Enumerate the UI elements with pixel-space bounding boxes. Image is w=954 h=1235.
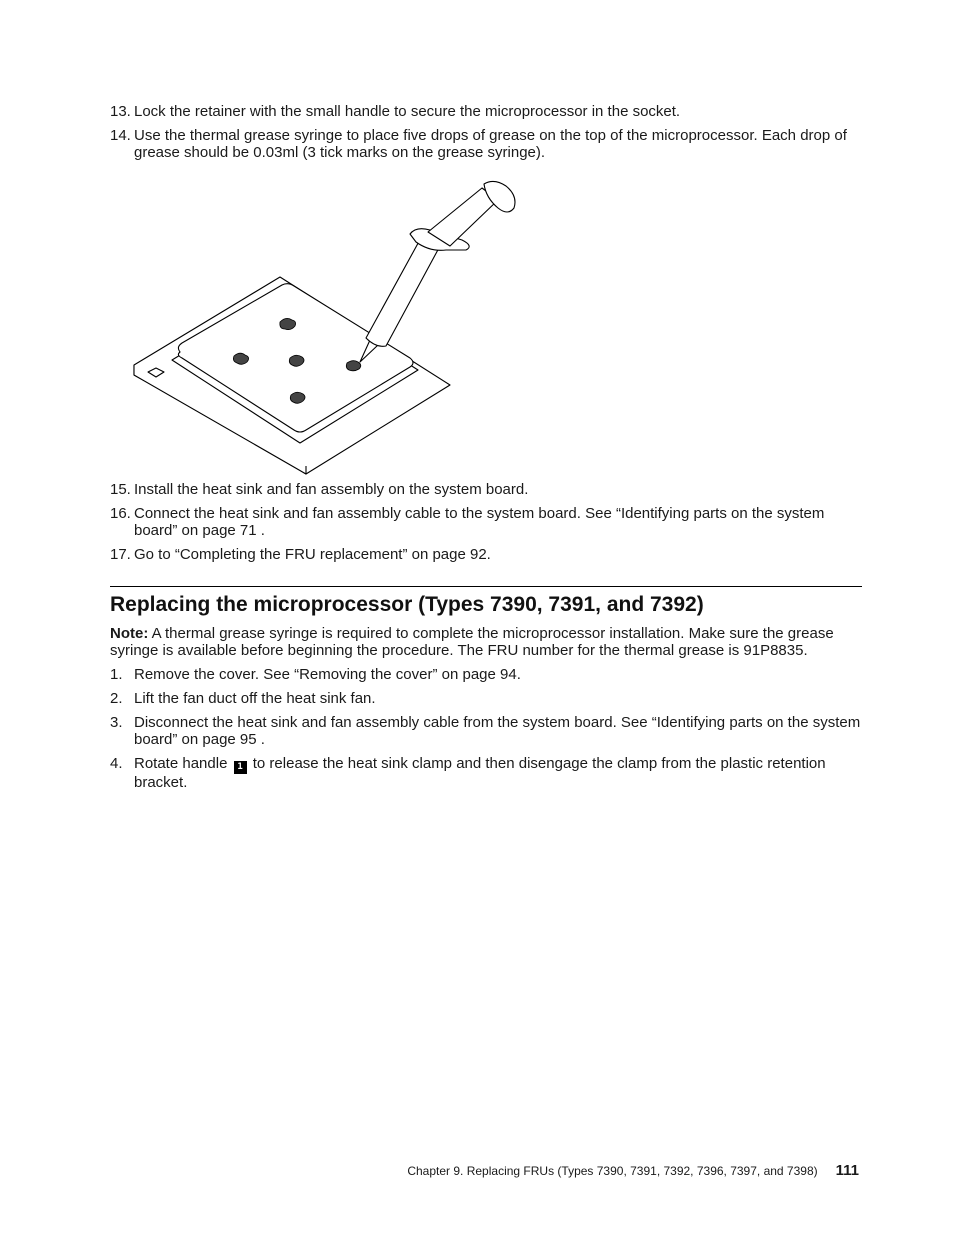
step-4 — [110, 755, 865, 791]
grease-drop — [280, 318, 296, 329]
steps-list-a — [110, 103, 865, 168]
step-15 — [110, 481, 865, 498]
step-number: 15. — [110, 481, 131, 498]
step-text: Go to “Completing the FRU replacement” on page 92. — [134, 546, 491, 563]
step-14 — [110, 127, 865, 161]
step-text: Lift the fan duct off the heat sink fan. — [134, 690, 376, 707]
step-text-after: to release the heat sink clamp and then disengage the clamp from the plastic retention bracket. — [134, 755, 826, 791]
note-label: Note: — [110, 625, 149, 642]
steps-list-b — [110, 481, 865, 570]
step-2 — [110, 690, 865, 707]
step-text: Remove the cover. See “Removing the cover” on page 94. — [134, 666, 521, 683]
step-text-before: Rotate handle — [134, 755, 228, 772]
step-text: Lock the retainer with the small handle to secure the microprocessor in the socket. — [134, 103, 681, 120]
step-number: 13. — [110, 103, 131, 120]
grease-drop — [289, 355, 304, 366]
step-17 — [110, 546, 865, 563]
callout-1-icon: 1 — [234, 761, 247, 774]
note-text: A thermal grease syringe is required to complete the microprocessor installation. Make sure the grease syringe is available before beginning the procedure. The FRU number for the thermal grease is 91P8835. — [110, 625, 834, 659]
step-text: Connect the heat sink and fan assembly cable to the system board. See “Identifying parts on the system board” on page 71 . — [134, 505, 825, 539]
syringe-plunger — [428, 188, 498, 246]
step-3 — [110, 714, 865, 748]
steps-list-c — [110, 666, 865, 798]
step-number: 2. — [110, 690, 123, 707]
step-text: Disconnect the heat sink and fan assembly cable from the system board. See “Identifying parts on the system board” on page 95 . — [134, 714, 861, 748]
step-number: 1. — [110, 666, 123, 683]
grease-drop — [346, 361, 360, 371]
grease-drop — [290, 392, 305, 403]
page-number: 111 — [835, 1162, 859, 1179]
step-number: 17. — [110, 546, 131, 563]
page-footer — [407, 1163, 859, 1179]
step-number: 14. — [110, 127, 131, 144]
footer-chapter: Chapter 9. Replacing FRUs (Types 7390, 7391, 7392, 7396, 7397, and 7398) — [407, 1164, 818, 1178]
note-paragraph — [110, 625, 865, 659]
step-number: 16. — [110, 505, 131, 522]
step-text: Use the thermal grease syringe to place five drops of grease on the top of the microprocessor. Each drop of grease should be 0.03ml (3 tick marks on the grease syringe). — [134, 127, 847, 161]
section-divider — [110, 586, 862, 587]
step-text: Install the heat sink and fan assembly on the system board. — [134, 481, 529, 498]
step-16 — [110, 505, 865, 539]
step-1 — [110, 666, 865, 683]
grease-syringe — [360, 181, 515, 362]
step-number: 3. — [110, 714, 123, 731]
step-number: 4. — [110, 755, 123, 772]
step-13 — [110, 103, 865, 120]
section-heading: Replacing the microprocessor (Types 7390, 7391, and 7392) — [110, 593, 704, 616]
syringe-barrel — [366, 236, 440, 346]
thermal-grease-illustration — [130, 180, 530, 475]
